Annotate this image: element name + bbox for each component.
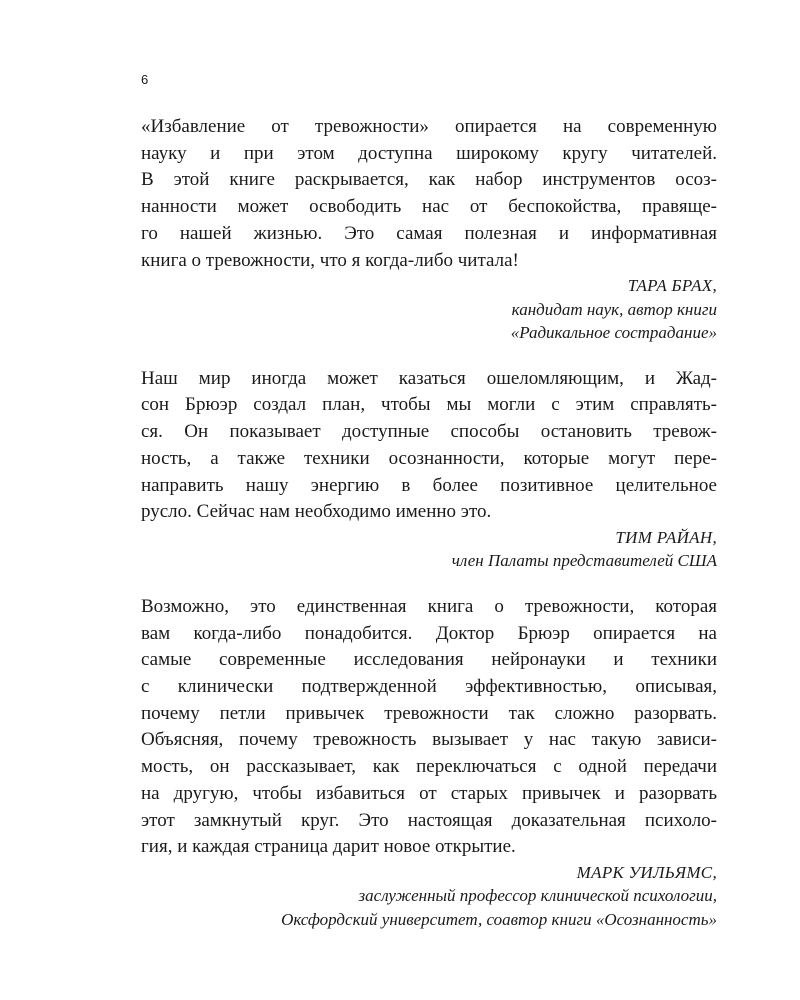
text-line: В этой книге раскрывается, как набор инструментов осоз- <box>141 169 717 191</box>
text-line: «Избавление от тревожности» опирается на современную <box>141 116 717 137</box>
text-line: книга о тревожности, что я когда-либо читала! <box>141 249 519 271</box>
author-description: Оксфордский университет, соавтор книги «Осознанность» <box>281 909 717 929</box>
text-line: науку и при этом доступна широкому кругу читателей. <box>141 142 717 164</box>
text-line: Наш мир иногда может казаться ошеломляющим, и Жад- <box>141 367 717 389</box>
review-text <box>141 114 717 274</box>
review-text <box>141 594 717 861</box>
review-tim-ryan <box>141 366 717 573</box>
text-line: русло. Сейчас нам необходимо именно это. <box>141 501 492 523</box>
text-line: Объясняя, почему тревожность вызывает у нас такую зависи- <box>141 729 717 751</box>
author-description: заслуженный профессор клинической психологии, <box>358 886 717 906</box>
text-line: сон Брюэр создал план, чтобы мы могли с этим справлять- <box>141 394 717 416</box>
author-name: ТАРА БРАХ, <box>627 276 717 296</box>
text-line: мость, он рассказывает, как переключаться с одной передачи <box>141 756 717 778</box>
text-line: го нашей жизнью. Это самая полезная и информативная <box>141 222 717 244</box>
author-description: кандидат наук, автор книги <box>511 299 717 319</box>
text-line: направить нашу энергию в более позитивное целительное <box>141 474 717 496</box>
author-description: член Палаты представителей США <box>451 551 717 571</box>
text-line: ся. Он показывает доступные способы остановить тревож- <box>141 421 717 443</box>
review-attribution <box>141 861 717 932</box>
text-line: этот замкнутый круг. Это настоящая доказательная психоло- <box>141 809 717 831</box>
author-description: «Радикальное сострадание» <box>510 323 717 343</box>
review-attribution <box>141 274 717 345</box>
review-mark-williams <box>141 594 717 932</box>
text-line: самые современные исследования нейронауки и техники <box>141 649 717 671</box>
text-line: на другую, чтобы избавиться от старых привычек и разорвать <box>141 782 717 804</box>
review-attribution <box>141 526 717 573</box>
text-line: с клинически подтвержденной эффективностью, описывая, <box>141 676 717 698</box>
text-line: гия, и каждая страница дарит новое открытие. <box>141 836 516 858</box>
reviews-section <box>141 114 717 931</box>
text-line: нанности может освободить нас от беспокойства, правяще- <box>141 196 717 218</box>
text-line: почему петли привычек тревожности так сложно разорвать. <box>141 702 717 724</box>
text-line: вам когда-либо понадобится. Доктор Брюэр опирается на <box>141 622 717 644</box>
text-line: ность, а также техники осознанности, которые могут пере- <box>141 447 717 469</box>
review-tara-brach <box>141 114 717 345</box>
text-line: Возможно, это единственная книга о тревожности, которая <box>141 595 717 617</box>
author-name: МАРК УИЛЬЯМС, <box>576 862 717 882</box>
page-number: 6 <box>141 72 149 87</box>
review-text <box>141 366 717 526</box>
author-name: ТИМ РАЙАН, <box>615 527 717 547</box>
